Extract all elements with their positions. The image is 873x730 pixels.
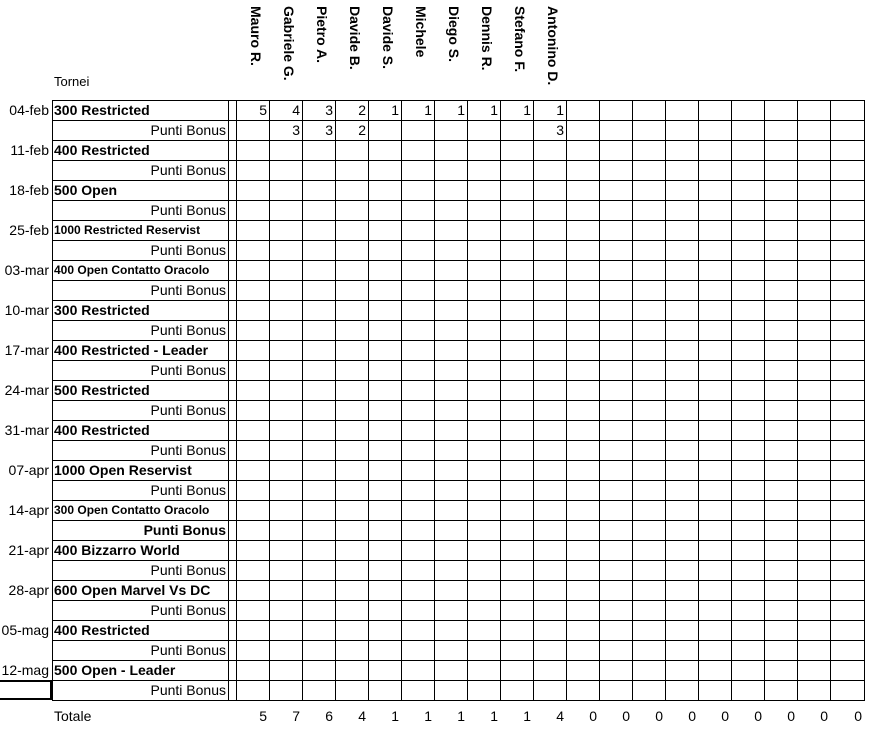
tournament-date: 07-apr <box>8 462 49 478</box>
total-cell: 0 <box>754 708 762 724</box>
player-header: Pietro A. <box>314 6 330 64</box>
tournament-name: 400 Restricted <box>54 142 150 158</box>
tournament-date: 25-feb <box>9 222 49 238</box>
row-line <box>52 180 865 181</box>
bonus-label: Punti Bonus <box>150 602 226 618</box>
score-cell: 1 <box>424 102 432 118</box>
total-cell: 1 <box>523 708 531 724</box>
col-line <box>368 100 369 700</box>
bonus-label: Punti Bonus <box>150 242 226 258</box>
player-header: Antonino D. <box>545 6 561 86</box>
total-cell: 0 <box>721 708 729 724</box>
bonus-cell: 2 <box>358 122 366 138</box>
player-header: Davide S. <box>380 6 396 70</box>
col-line <box>228 100 229 700</box>
totale-label: Totale <box>54 708 92 724</box>
player-header: Michele <box>413 6 429 58</box>
col-line <box>731 100 732 700</box>
bonus-cell: 3 <box>292 122 300 138</box>
col-line <box>335 100 336 700</box>
row-line <box>52 380 865 381</box>
row-line <box>52 300 865 301</box>
total-cell: 6 <box>325 708 333 724</box>
score-cell: 1 <box>490 102 498 118</box>
col-line <box>698 100 699 700</box>
score-cell: 1 <box>391 102 399 118</box>
score-cell: 5 <box>259 102 267 118</box>
tournament-name: 400 Restricted - Leader <box>54 342 209 358</box>
total-cell: 4 <box>358 708 366 724</box>
col-line <box>467 100 468 700</box>
tournament-date: 12-mag <box>1 662 49 678</box>
bonus-label: Punti Bonus <box>150 282 226 298</box>
col-line <box>566 100 567 700</box>
tournament-name: 1000 Open Reservist <box>54 462 192 478</box>
tournament-name: 400 Restricted <box>54 622 150 638</box>
tournament-date: 18-feb <box>9 182 49 198</box>
tournament-name: 500 Open - Leader <box>54 662 176 678</box>
player-header: Mauro R. <box>248 6 264 66</box>
total-cell: 4 <box>556 708 564 724</box>
row-line <box>52 620 865 621</box>
tournament-date: 14-apr <box>8 502 49 518</box>
col-line <box>632 100 633 700</box>
bonus-cell: 3 <box>325 122 333 138</box>
tournament-date: 05-mag <box>1 622 49 638</box>
total-cell: 1 <box>391 708 399 724</box>
total-cell: 0 <box>787 708 795 724</box>
bonus-label: Punti Bonus <box>150 162 226 178</box>
col-line <box>533 100 534 700</box>
total-cell: 0 <box>589 708 597 724</box>
tornei-header: Tornei <box>54 74 90 89</box>
col-line <box>269 100 270 700</box>
col-line <box>599 100 600 700</box>
player-header: Stefano F. <box>512 6 528 73</box>
bonus-label: Punti Bonus <box>150 402 226 418</box>
bonus-label: Punti Bonus <box>150 482 226 498</box>
total-cell: 7 <box>292 708 300 724</box>
tournament-date: 31-mar <box>4 422 49 438</box>
tournament-date: 04-feb <box>9 102 49 118</box>
total-cell: 1 <box>424 708 432 724</box>
score-cell: 2 <box>358 102 366 118</box>
col-line <box>665 100 666 700</box>
score-cell: 4 <box>292 102 300 118</box>
score-cell: 1 <box>523 102 531 118</box>
player-header: Davide B. <box>347 6 363 70</box>
row-line <box>52 420 865 421</box>
bonus-label: Punti Bonus <box>150 362 226 378</box>
tournament-name: 1000 Restricted Reservist <box>54 223 201 237</box>
tournament-date: 11-feb <box>10 142 49 158</box>
total-cell: 0 <box>622 708 630 724</box>
tournament-date: 28-apr <box>8 582 49 598</box>
tournament-date: 10-mar <box>4 302 49 318</box>
bonus-label: Punti Bonus <box>150 322 226 338</box>
score-cell: 3 <box>325 102 333 118</box>
row-line <box>52 700 865 701</box>
bonus-label: Punti Bonus <box>150 642 226 658</box>
bonus-label: Punti Bonus <box>150 682 226 698</box>
player-header: Diego S. <box>446 6 462 63</box>
col-line <box>500 100 501 700</box>
col-line <box>401 100 402 700</box>
col-line <box>236 100 237 700</box>
total-cell: 0 <box>854 708 862 724</box>
tournament-name: 300 Restricted <box>54 102 150 118</box>
selected-cell[interactable] <box>0 680 52 700</box>
tournament-name: 600 Open Marvel Vs DC <box>54 582 211 598</box>
total-cell: 5 <box>259 708 267 724</box>
score-cell: 1 <box>457 102 465 118</box>
col-line <box>434 100 435 700</box>
tournament-name: 500 Open <box>54 182 118 198</box>
tournament-date: 24-mar <box>4 382 49 398</box>
tournament-name: 400 Restricted <box>54 422 150 438</box>
tournament-name: 400 Bizzarro World <box>54 542 180 558</box>
tournament-date: 17-mar <box>4 342 49 358</box>
tournament-name: 300 Open Contatto Oracolo <box>54 503 210 517</box>
bonus-label: Punti Bonus <box>150 442 226 458</box>
player-header: Dennis R. <box>479 6 495 71</box>
bonus-label: Punti Bonus <box>143 522 226 538</box>
bonus-cell: 3 <box>556 122 564 138</box>
col-line <box>797 100 798 700</box>
bonus-label: Punti Bonus <box>150 562 226 578</box>
total-cell: 0 <box>820 708 828 724</box>
total-cell: 0 <box>655 708 663 724</box>
col-line <box>864 100 865 700</box>
total-cell: 0 <box>688 708 696 724</box>
tournament-date: 21-apr <box>8 542 49 558</box>
col-line <box>302 100 303 700</box>
col-line <box>830 100 831 700</box>
row-line <box>52 140 865 141</box>
player-header: Gabriele G. <box>281 6 297 81</box>
total-cell: 1 <box>457 708 465 724</box>
tournament-name: 300 Restricted <box>54 302 150 318</box>
bonus-label: Punti Bonus <box>150 122 226 138</box>
tournament-name: 400 Open Contatto Oracolo <box>54 263 210 277</box>
tournament-date: 03-mar <box>4 262 49 278</box>
tournament-name: 500 Restricted <box>54 382 150 398</box>
col-line <box>764 100 765 700</box>
bonus-label: Punti Bonus <box>150 202 226 218</box>
score-cell: 1 <box>556 102 564 118</box>
total-cell: 1 <box>490 708 498 724</box>
